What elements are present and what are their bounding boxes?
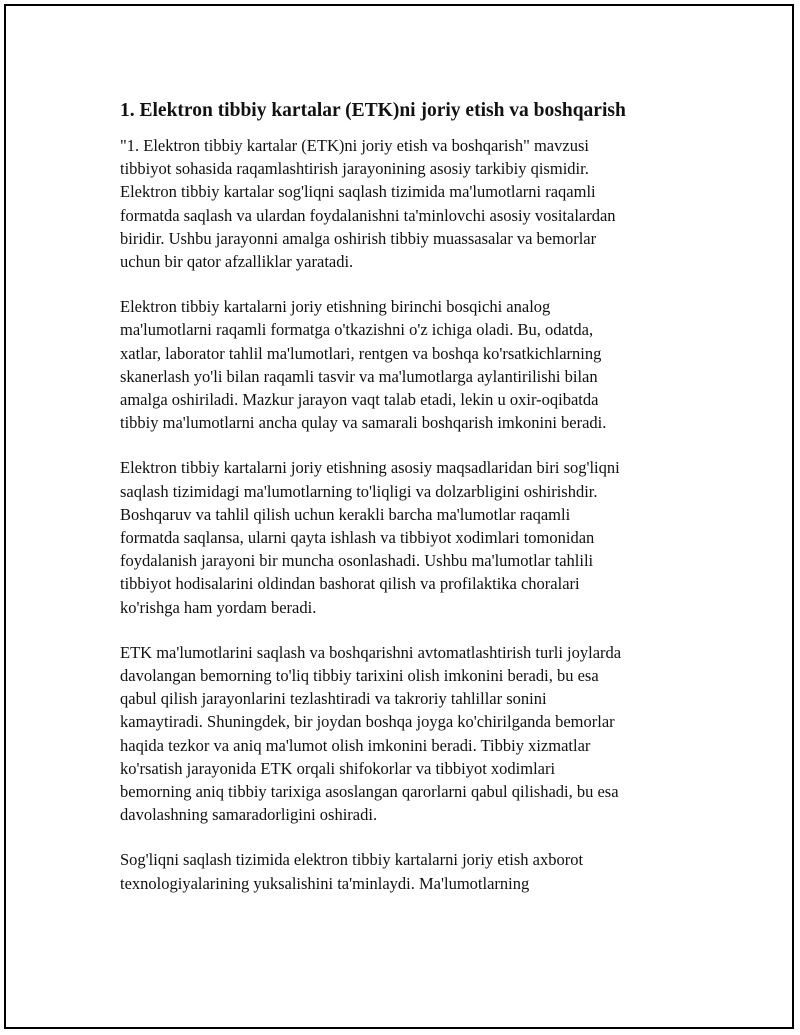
- paragraph-2: Elektron tibbiy kartalarni joriy etishning birinchi bosqichi analog ma'lumotlarni raqamli formatga o'tkazishni o'z ichiga oladi. Bu, odatda, xatlar, laborator tahlil ma'lumotlari, rentgen va boshqa ko'rsatkichlarning skanerlash yo'li bilan raqamli tasvir va ma'lumotlarga aylantirilishi bilan amalga oshiriladi. Mazkur jarayon vaqt talab etadi, lekin u oxir-oqibatda tibbiy ma'lumotlarni ancha qulay va samarali boshqarish imkonini beradi.: [120, 297, 607, 433]
- paragraph-1: "1. Elektron tibbiy kartalar (ETK)ni joriy etish va boshqarish" mavzusi tibbiyot sohasida raqamlashtirish jarayonining asosiy tarkibiy qismidir. Elektron tibbiy kartalar sog'liqni saqlash tizimida ma'lumotlarni raqamli formatda saqlash va ulardan foydalanishni ta'minlovchi asosiy vositalardan biridir. Ushbu jarayonni amalga oshirish tibbiy muassasalar va bemorlar uchun bir qator afzalliklar yaratadi.: [120, 136, 616, 272]
- document-page: [4, 4, 794, 1029]
- paragraph-3: Elektron tibbiy kartalarni joriy etishning asosiy maqsadlaridan biri sog'liqni saqlash tizimidagi ma'lumotlarning to'liqligi va dolzarbligini oshirishdir. Boshqaruv va tahlil qilish uchun kerakli barcha ma'lumotlar raqamli formatda saqlansa, ularni qayta ishlash va tibbiyot xodimlari tomonidan foydalanish jarayoni bir muncha osonlashadi. Ushbu ma'lumotlar tahlili tibbiyot hodisalarini oldindan bashorat qilish va profilaktika choralari ko'rishga ham yordam beradi.: [120, 458, 620, 617]
- document-body: [120, 98, 690, 917]
- document-title: 1. Elektron tibbiy kartalar (ETK)ni joriy etish va boshqarish: [120, 100, 626, 121]
- paragraph-5: Sog'liqni saqlash tizimida elektron tibbiy kartalarni joriy etish axborot texnologiyalarining yuksalishini ta'minlaydi. Ma'lumotlarning: [120, 850, 584, 893]
- paragraph-4: ETK ma'lumotlarini saqlash va boshqarishni avtomatlashtirish turli joylarda davolangan bemorning to'liq tibbiy tarixini olish imkonini beradi, bu esa qabul qilish jarayonlarini tezlashtiradi va takroriy tahlillar sonini kamaytiradi. Shuningdek, bir joydan boshqa joyga ko'chirilganda bemorlar haqida tezkor va aniq ma'lumot olish imkonini beradi. Tibbiy xizmatlar ko'rsatish jarayonida ETK orqali shifokorlar va tibbiyot xodimlari bemorning aniq tibbiy tarixiga asoslangan qarorlarni qabul qilishadi, bu esa davolashning samaradorligini oshiradi.: [120, 642, 622, 825]
